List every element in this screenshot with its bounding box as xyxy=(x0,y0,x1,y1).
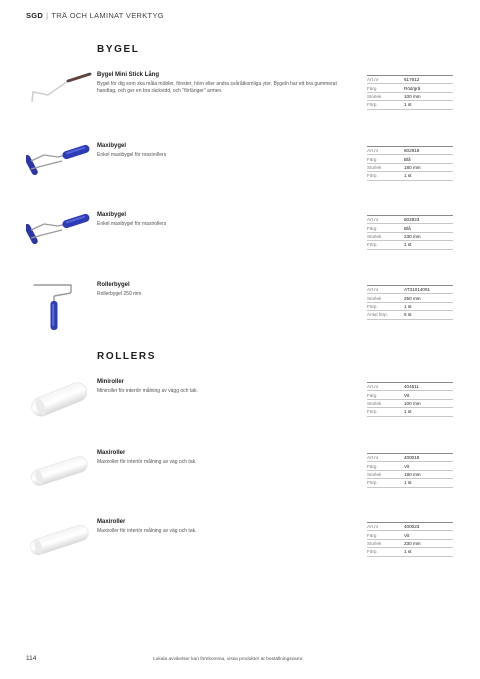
spec-key: Art.nr xyxy=(367,524,379,530)
spec-row xyxy=(367,548,453,556)
header-separator: | xyxy=(46,11,49,20)
product-image-rollerbygel xyxy=(26,282,92,352)
spec-value: 5 st xyxy=(404,312,412,318)
spec-value: 400018 xyxy=(404,455,420,461)
spec-value: 180 mm xyxy=(404,164,421,170)
spec-value: Blå xyxy=(404,225,411,231)
spec-table xyxy=(367,215,453,250)
spec-row xyxy=(367,286,453,294)
spec-value: 602918 xyxy=(404,148,420,154)
product-image-roller-cover xyxy=(26,519,92,589)
spec-value: Blå xyxy=(404,156,411,162)
spec-value: 400023 xyxy=(404,524,420,530)
product-image-roller-cover xyxy=(26,450,92,520)
spec-key: Art.nr xyxy=(367,287,379,293)
spec-table xyxy=(367,382,453,417)
product-description: Rollerbygel 250 mm xyxy=(97,291,142,297)
spec-value: 1 st xyxy=(404,242,412,248)
product-item xyxy=(0,450,480,530)
spec-value: 180 mm xyxy=(404,471,421,477)
spec-value: 1 st xyxy=(404,173,412,179)
spec-value: 230 mm xyxy=(404,540,421,546)
spec-key: Art.nr xyxy=(367,217,379,223)
spec-key: Storlek xyxy=(367,164,382,170)
page-header xyxy=(26,11,164,20)
product-image-bygel-mini-stick xyxy=(26,72,92,142)
spec-row xyxy=(367,408,453,416)
spec-row xyxy=(367,471,453,479)
spec-table xyxy=(367,285,453,320)
spec-key: Storlek xyxy=(367,471,382,477)
spec-key: Förp. xyxy=(367,242,378,248)
spec-row xyxy=(367,76,453,84)
spec-value: 1 st xyxy=(404,549,412,555)
spec-key: Art.nr xyxy=(367,77,379,83)
spec-row xyxy=(367,241,453,249)
spec-row xyxy=(367,155,453,163)
product-item xyxy=(0,143,480,223)
product-description: Enkel maxibygel för maxirollers xyxy=(97,221,167,227)
spec-row xyxy=(367,84,453,92)
spec-value: 100 mm xyxy=(404,400,421,406)
product-image-maxibygel xyxy=(26,212,92,282)
product-description: Miniroller för interiör målning av vägg och tak. xyxy=(97,388,198,394)
header-category: TRÄ OCH LAMINAT VERKTYG xyxy=(51,11,164,20)
product-description: Maxiroller för interiör målning av väg och tak. xyxy=(97,459,197,465)
spec-key: Storlek xyxy=(367,295,382,301)
spec-key: Förp. xyxy=(367,173,378,179)
product-name: Maxiroller xyxy=(97,450,126,456)
spec-row xyxy=(367,303,453,311)
spec-row xyxy=(367,224,453,232)
spec-key: Förp. xyxy=(367,102,378,108)
spec-key: Färg xyxy=(367,392,377,398)
product-description: Maxiroller för interiör målning av väg och tak. xyxy=(97,528,197,534)
product-description: Enkel maxibygel för maxirollers xyxy=(97,152,167,158)
product-image-roller-cover xyxy=(26,379,92,449)
spec-row xyxy=(367,540,453,548)
spec-row xyxy=(367,216,453,224)
spec-row xyxy=(367,523,453,531)
section-title-rollers: ROLLERS xyxy=(97,351,156,362)
product-description: Bygel för dig som ska måla möbler, fönster, hörn eller andra svåråtkomliga ytor. Bygeln har ett bra gummerat handtag, och ger en bra räckvidd, och "förlänger" armen. xyxy=(97,81,337,94)
spec-key: Art.nr xyxy=(367,455,379,461)
spec-row xyxy=(367,391,453,399)
product-item xyxy=(0,72,480,152)
product-item xyxy=(0,282,480,362)
spec-value: Röd/grå xyxy=(404,85,421,91)
spec-table xyxy=(367,522,453,557)
spec-key: Storlek xyxy=(367,400,382,406)
spec-key: Färg xyxy=(367,532,377,538)
spec-value: Vit xyxy=(404,392,410,398)
spec-row xyxy=(367,311,453,319)
spec-row xyxy=(367,233,453,241)
spec-value: 617612 xyxy=(404,77,420,83)
spec-row xyxy=(367,294,453,302)
spec-row xyxy=(367,164,453,172)
spec-row xyxy=(367,101,453,109)
spec-value: 230 mm xyxy=(404,233,421,239)
product-item xyxy=(0,379,480,459)
spec-value: 100 mm xyxy=(404,93,421,99)
product-item xyxy=(0,519,480,599)
spec-value: 404511 xyxy=(404,384,419,390)
spec-row xyxy=(367,400,453,408)
spec-value: 1 st xyxy=(404,303,412,309)
spec-table xyxy=(367,146,453,181)
spec-key: Förp. xyxy=(367,549,378,555)
spec-row xyxy=(367,479,453,487)
footer-note: Lokala avvikelser kan förekomma, vissa produkter är beställningsvaror. xyxy=(153,657,304,662)
spec-row xyxy=(367,531,453,539)
spec-key: Antal förp. xyxy=(367,312,388,318)
product-name: Miniroller xyxy=(97,379,125,385)
spec-row xyxy=(367,383,453,391)
spec-key: Art.nr xyxy=(367,148,379,154)
spec-row xyxy=(367,454,453,462)
spec-key: Storlek xyxy=(367,540,382,546)
spec-table xyxy=(367,75,453,110)
spec-row xyxy=(367,93,453,101)
spec-value: Vit xyxy=(404,532,410,538)
spec-value: 250 mm xyxy=(404,295,421,301)
spec-key: Förp. xyxy=(367,409,378,415)
page-number: 114 xyxy=(26,655,37,662)
product-image-maxibygel xyxy=(26,143,92,213)
spec-table xyxy=(367,453,453,488)
spec-key: Art.nr xyxy=(367,384,379,390)
spec-row xyxy=(367,172,453,180)
product-name: Maxibygel xyxy=(97,143,127,149)
spec-key: Storlek xyxy=(367,233,382,239)
spec-key: Förp. xyxy=(367,303,378,309)
spec-value: 1 st xyxy=(404,409,412,415)
product-name: Maxibygel xyxy=(97,212,127,218)
brand-name: SGD xyxy=(26,11,44,20)
product-name: Bygel Mini Stick Lång xyxy=(97,72,160,78)
spec-value: 1 st xyxy=(404,102,412,108)
spec-key: Färg xyxy=(367,463,377,469)
spec-value: 602923 xyxy=(404,217,420,223)
spec-key: Förp. xyxy=(367,480,378,486)
spec-row xyxy=(367,462,453,470)
spec-value: Vit xyxy=(404,463,410,469)
spec-key: Färg xyxy=(367,225,377,231)
spec-value: AT31014001 xyxy=(404,287,430,293)
spec-row xyxy=(367,147,453,155)
spec-key: Storlek xyxy=(367,93,382,99)
product-name: Rollerbygel xyxy=(97,282,130,288)
spec-value: 1 st xyxy=(404,480,412,486)
spec-key: Färg xyxy=(367,156,377,162)
spec-key: Färg xyxy=(367,85,377,91)
product-item xyxy=(0,212,480,292)
product-name: Maxiroller xyxy=(97,519,126,525)
section-title-bygel: BYGEL xyxy=(97,44,140,55)
